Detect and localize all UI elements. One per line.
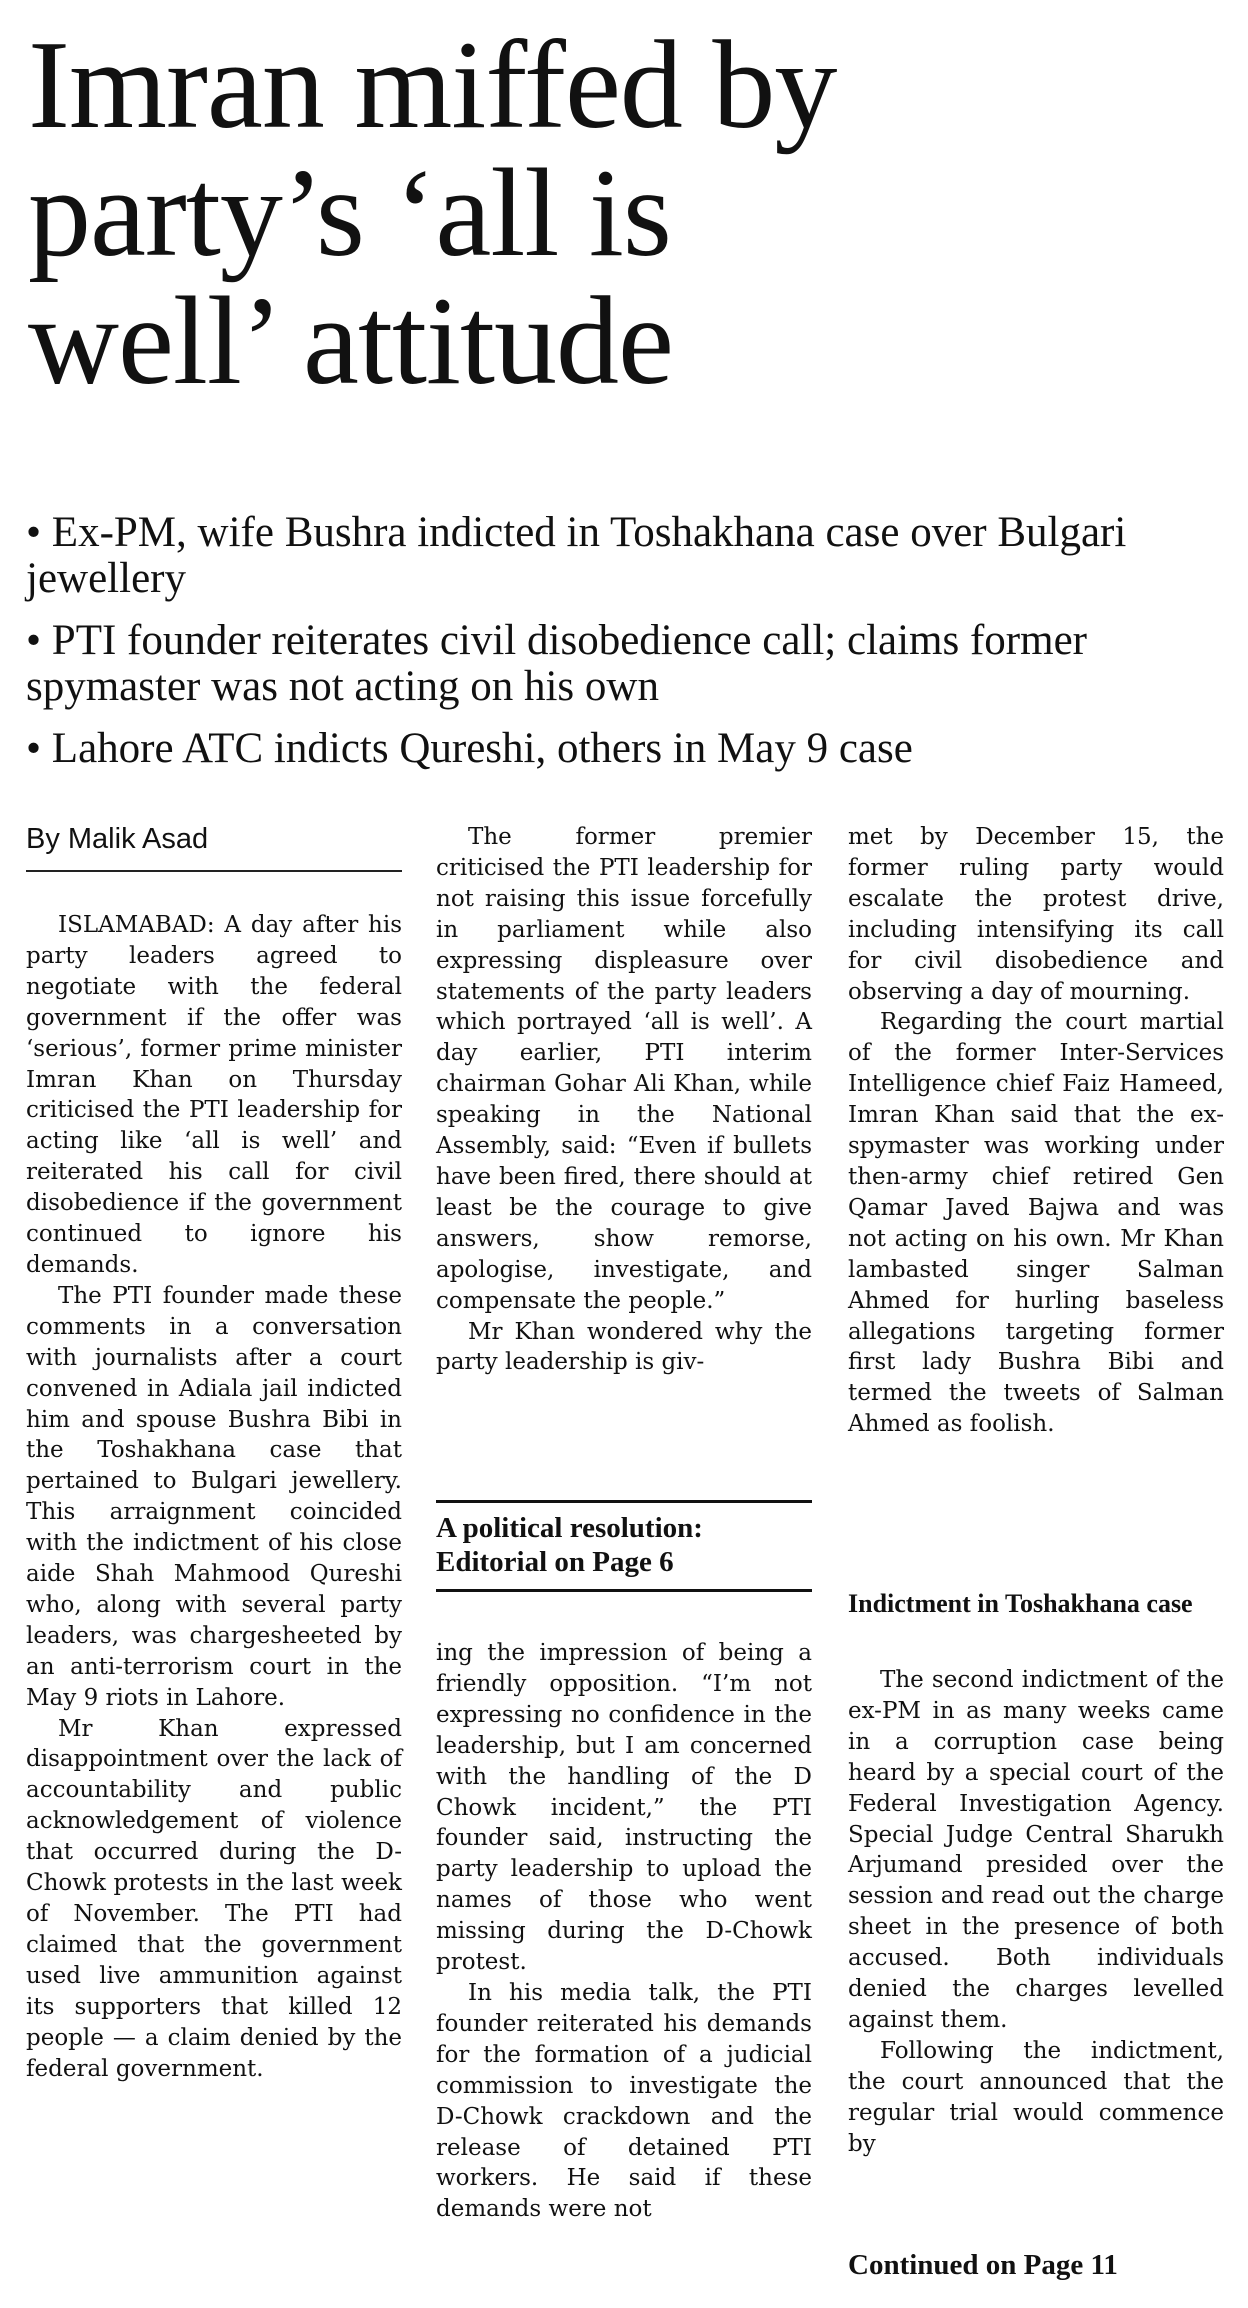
- article-paragraph: In his media talk, the PTI founder reiterated his demands for the formation of a judicial commission to investigate the D-Chowk crackdown and the release of detained PTI workers. He said if these demands were not: [436, 1979, 812, 2223]
- deck-bullet: • Ex-PM, wife Bushra indicted in Toshakhana case over Bulgari jewellery: [26, 509, 1127, 602]
- article-column-2-bottom: [436, 1638, 812, 2225]
- article-column-2-top: [436, 822, 812, 1378]
- article-paragraph: Following the indictment, the court announced that the regular trial would commence by: [848, 2037, 1224, 2157]
- headline: [28, 16, 1228, 411]
- headline-line-3: well’ attitude: [28, 272, 673, 411]
- article-paragraph: Mr Khan expressed disappointment over the lack of accountability and public acknowledgement of violence that occurred during the D-Chowk protests in the last week of November. The PTI had claimed that the government used live ammunition against its supporters that killed 12 people — a claim denied by the federal government.: [26, 1715, 402, 2082]
- headline-line-2: party’s ‘all is: [28, 144, 671, 283]
- article-column-3-bottom: [848, 1665, 1224, 2160]
- article-paragraph: Regarding the court martial of the former Inter-Services Intelligence chief Faiz Hameed, Imran Khan said that the ex-spymaster was working under then-army chief retired Gen Qamar Javed Bajwa and was not acting on his own. Mr Khan lambasted singer Salman Ahmed for hurling baseless allegations targeting former first lady Bushra Bibi and termed the tweets of Salman Ahmed as foolish.: [848, 1009, 1224, 1438]
- article-paragraph: The second indictment of the ex-PM in as many weeks came in a corruption case being heard by a special court of the Federal Investigation Agency. Special Judge Central Sharukh Arjumand presided over the session and read out the charge sheet in the presence of both accused. Both individuals denied the charges levelled against them.: [848, 1667, 1224, 2033]
- deck-bullet: • PTI founder reiterates civil disobedience call; claims former spymaster was not acting on his own: [26, 617, 1087, 710]
- section-subhead: Indictment in Toshakhana case: [848, 1589, 1193, 1618]
- article-column-3-top: [848, 822, 1224, 1440]
- byline: By Malik Asad: [26, 822, 402, 872]
- article-column-1: [26, 910, 402, 2084]
- article-paragraph: ISLAMABAD: A day after his party leaders agreed to negotiate with the federal government if the offer was ‘serious’, former prime minister Imran Khan on Thursday criticised the PTI leadership for acting like ‘all is well’ and reiterated his call for civil disobedience if the government continued to ignore his demands.: [26, 912, 402, 1278]
- continued-on-page-link: Continued on Page 11: [848, 2249, 1118, 2281]
- headline-line-1: Imran miffed by: [28, 16, 837, 155]
- deck-bullet: • Lahore ATC indicts Qureshi, others in May 9 case: [26, 725, 913, 772]
- deck-bullets: [26, 510, 1226, 788]
- article-paragraph-continuation: met by December 15, the former ruling party would escalate the protest drive, including intensifying its call for civil disobedience and observing a day of mourning.: [848, 824, 1224, 1005]
- article-paragraph: The PTI founder made these comments in a conversation with journalists after a court convened in Adiala jail indicted him and spouse Bushra Bibi in the Toshakhana case that pertained to Bulgari jewellery. This arraignment coincided with the indictment of his close aide Shah Mahmood Qureshi who, along with several party leaders, was chargesheeted by an anti-terrorism court in the May 9 riots in Lahore.: [26, 1282, 402, 1711]
- article-paragraph: The former premier criticised the PTI leadership for not raising this issue forcefully in parliament while also expressing displeasure over statements of the party leaders which portrayed ‘all is well’. A day earlier, PTI interim chairman Gohar Ali Khan, while speaking in the National Assembly, said: “Even if bullets have been fired, there should at least be the courage to give answers, show remorse, apologise, investigate, and compensate the people.”: [436, 824, 812, 1314]
- article-paragraph: Mr Khan wondered why the party leadership is giv-: [436, 1318, 812, 1376]
- article-paragraph-continuation: ing the impression of being a friendly opposition. “I’m not expressing no confidence in the leadership, but I am concerned with the handling of the D Chowk incident,” the PTI founder said, instructing the party leadership to upload the names of those who went missing during the D-Chowk protest.: [436, 1640, 812, 1976]
- editorial-reference-box: A political resolution: Editorial on Page 6: [436, 1500, 812, 1592]
